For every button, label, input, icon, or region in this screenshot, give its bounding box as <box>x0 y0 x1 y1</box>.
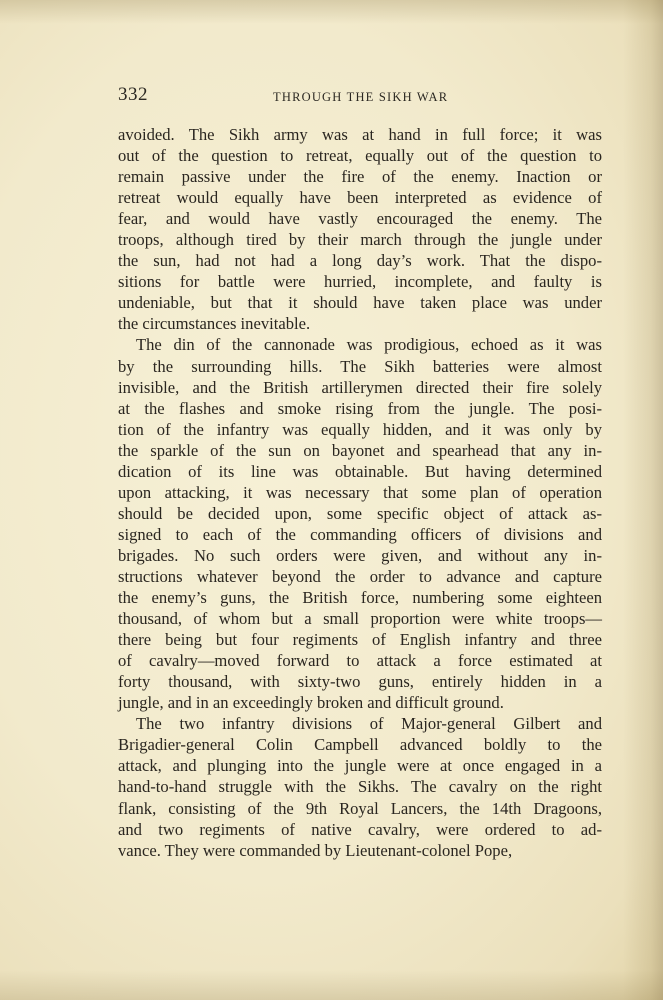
text-line: by the surrounding hills. The Sikh batteries were almost <box>118 356 602 376</box>
text-line: dication of its line was obtainable. But having determined <box>118 461 602 481</box>
text-line: remain passive under the fire of the enemy. Inaction or <box>118 167 602 187</box>
text-line: invisible, and the British artillerymen directed their fire solely <box>118 377 602 397</box>
text-line: upon attacking, it was necessary that some plan of operation <box>118 482 602 502</box>
text-line: attack, and plunging into the jungle were at once engaged in a <box>118 756 602 776</box>
text-line: hand-to-hand struggle with the Sikhs. The cavalry on the right <box>118 777 602 797</box>
text-line: there being but four regiments of English infantry and three <box>118 630 602 650</box>
page-header <box>118 84 602 108</box>
text-line: avoided. The Sikh army was at hand in full force; it was <box>118 125 602 144</box>
text-line: the enemy’s guns, the British force, numbering some eighteen <box>118 588 602 608</box>
text-line: the circumstances inevitable. <box>118 314 311 334</box>
paragraph <box>118 334 602 713</box>
text-line: tion of the infantry was equally hidden, and it was only by <box>118 419 602 439</box>
text-line: should be decided upon, some specific object of attack as- <box>118 503 602 523</box>
text-line: brigades. No such orders were given, and without any in- <box>118 545 602 565</box>
page-number: 332 <box>118 84 148 105</box>
text-line: out of the question to retreat, equally out of the question to <box>118 146 602 166</box>
text-line: jungle, and in an exceedingly broken and difficult ground. <box>118 693 504 713</box>
text-line: the sparkle of the sun on bayonet and spearhead that any in- <box>118 440 602 460</box>
text-line: vance. They were commanded by Lieutenant-colonel Pope, <box>118 840 513 860</box>
body-text <box>118 124 602 861</box>
page-top-shadow <box>0 0 663 24</box>
text-line: The two infantry divisions of Major-general Gilbert and <box>136 714 602 734</box>
text-line: flank, consisting of the 9th Royal Lancers, the 14th Dragoons, <box>118 798 602 818</box>
running-head: THROUGH THE SIKH WAR <box>273 90 449 104</box>
text-line: sitions for battle were hurried, incomplete, and faulty is <box>118 272 602 292</box>
text-line: at the flashes and smoke rising from the jungle. The posi- <box>118 398 602 418</box>
text-line: structions whatever beyond the order to advance and capture <box>118 566 602 586</box>
text-line: fear, and would have vastly encouraged the enemy. The <box>118 209 602 229</box>
text-line: The din of the cannonade was prodigious, echoed as it was <box>136 335 602 355</box>
text-line: retreat would equally have been interpreted as evidence of <box>118 188 602 208</box>
text-line: the sun, had not had a long day’s work. That the dispo- <box>118 251 602 271</box>
text-line: Brigadier-general Colin Campbell advanced boldly to the <box>118 735 602 755</box>
text-line: and two regiments of native cavalry, were ordered to ad- <box>118 819 602 839</box>
text-line: of cavalry—moved forward to attack a force estimated at <box>118 651 602 671</box>
text-line: forty thousand, with sixty-two guns, entirely hidden in a <box>118 672 602 692</box>
text-line: undeniable, but that it should have taken place was under <box>118 293 602 313</box>
page-bottom-shadow <box>0 970 663 1000</box>
paragraph <box>118 124 602 334</box>
page-gutter-shadow <box>623 0 663 1000</box>
text-line: troops, although tired by their march through the jungle under <box>118 230 602 250</box>
paragraph <box>118 713 602 860</box>
text-line: signed to each of the commanding officers of divisions and <box>118 524 602 544</box>
text-line: thousand, of whom but a small proportion were white troops— <box>118 609 602 629</box>
